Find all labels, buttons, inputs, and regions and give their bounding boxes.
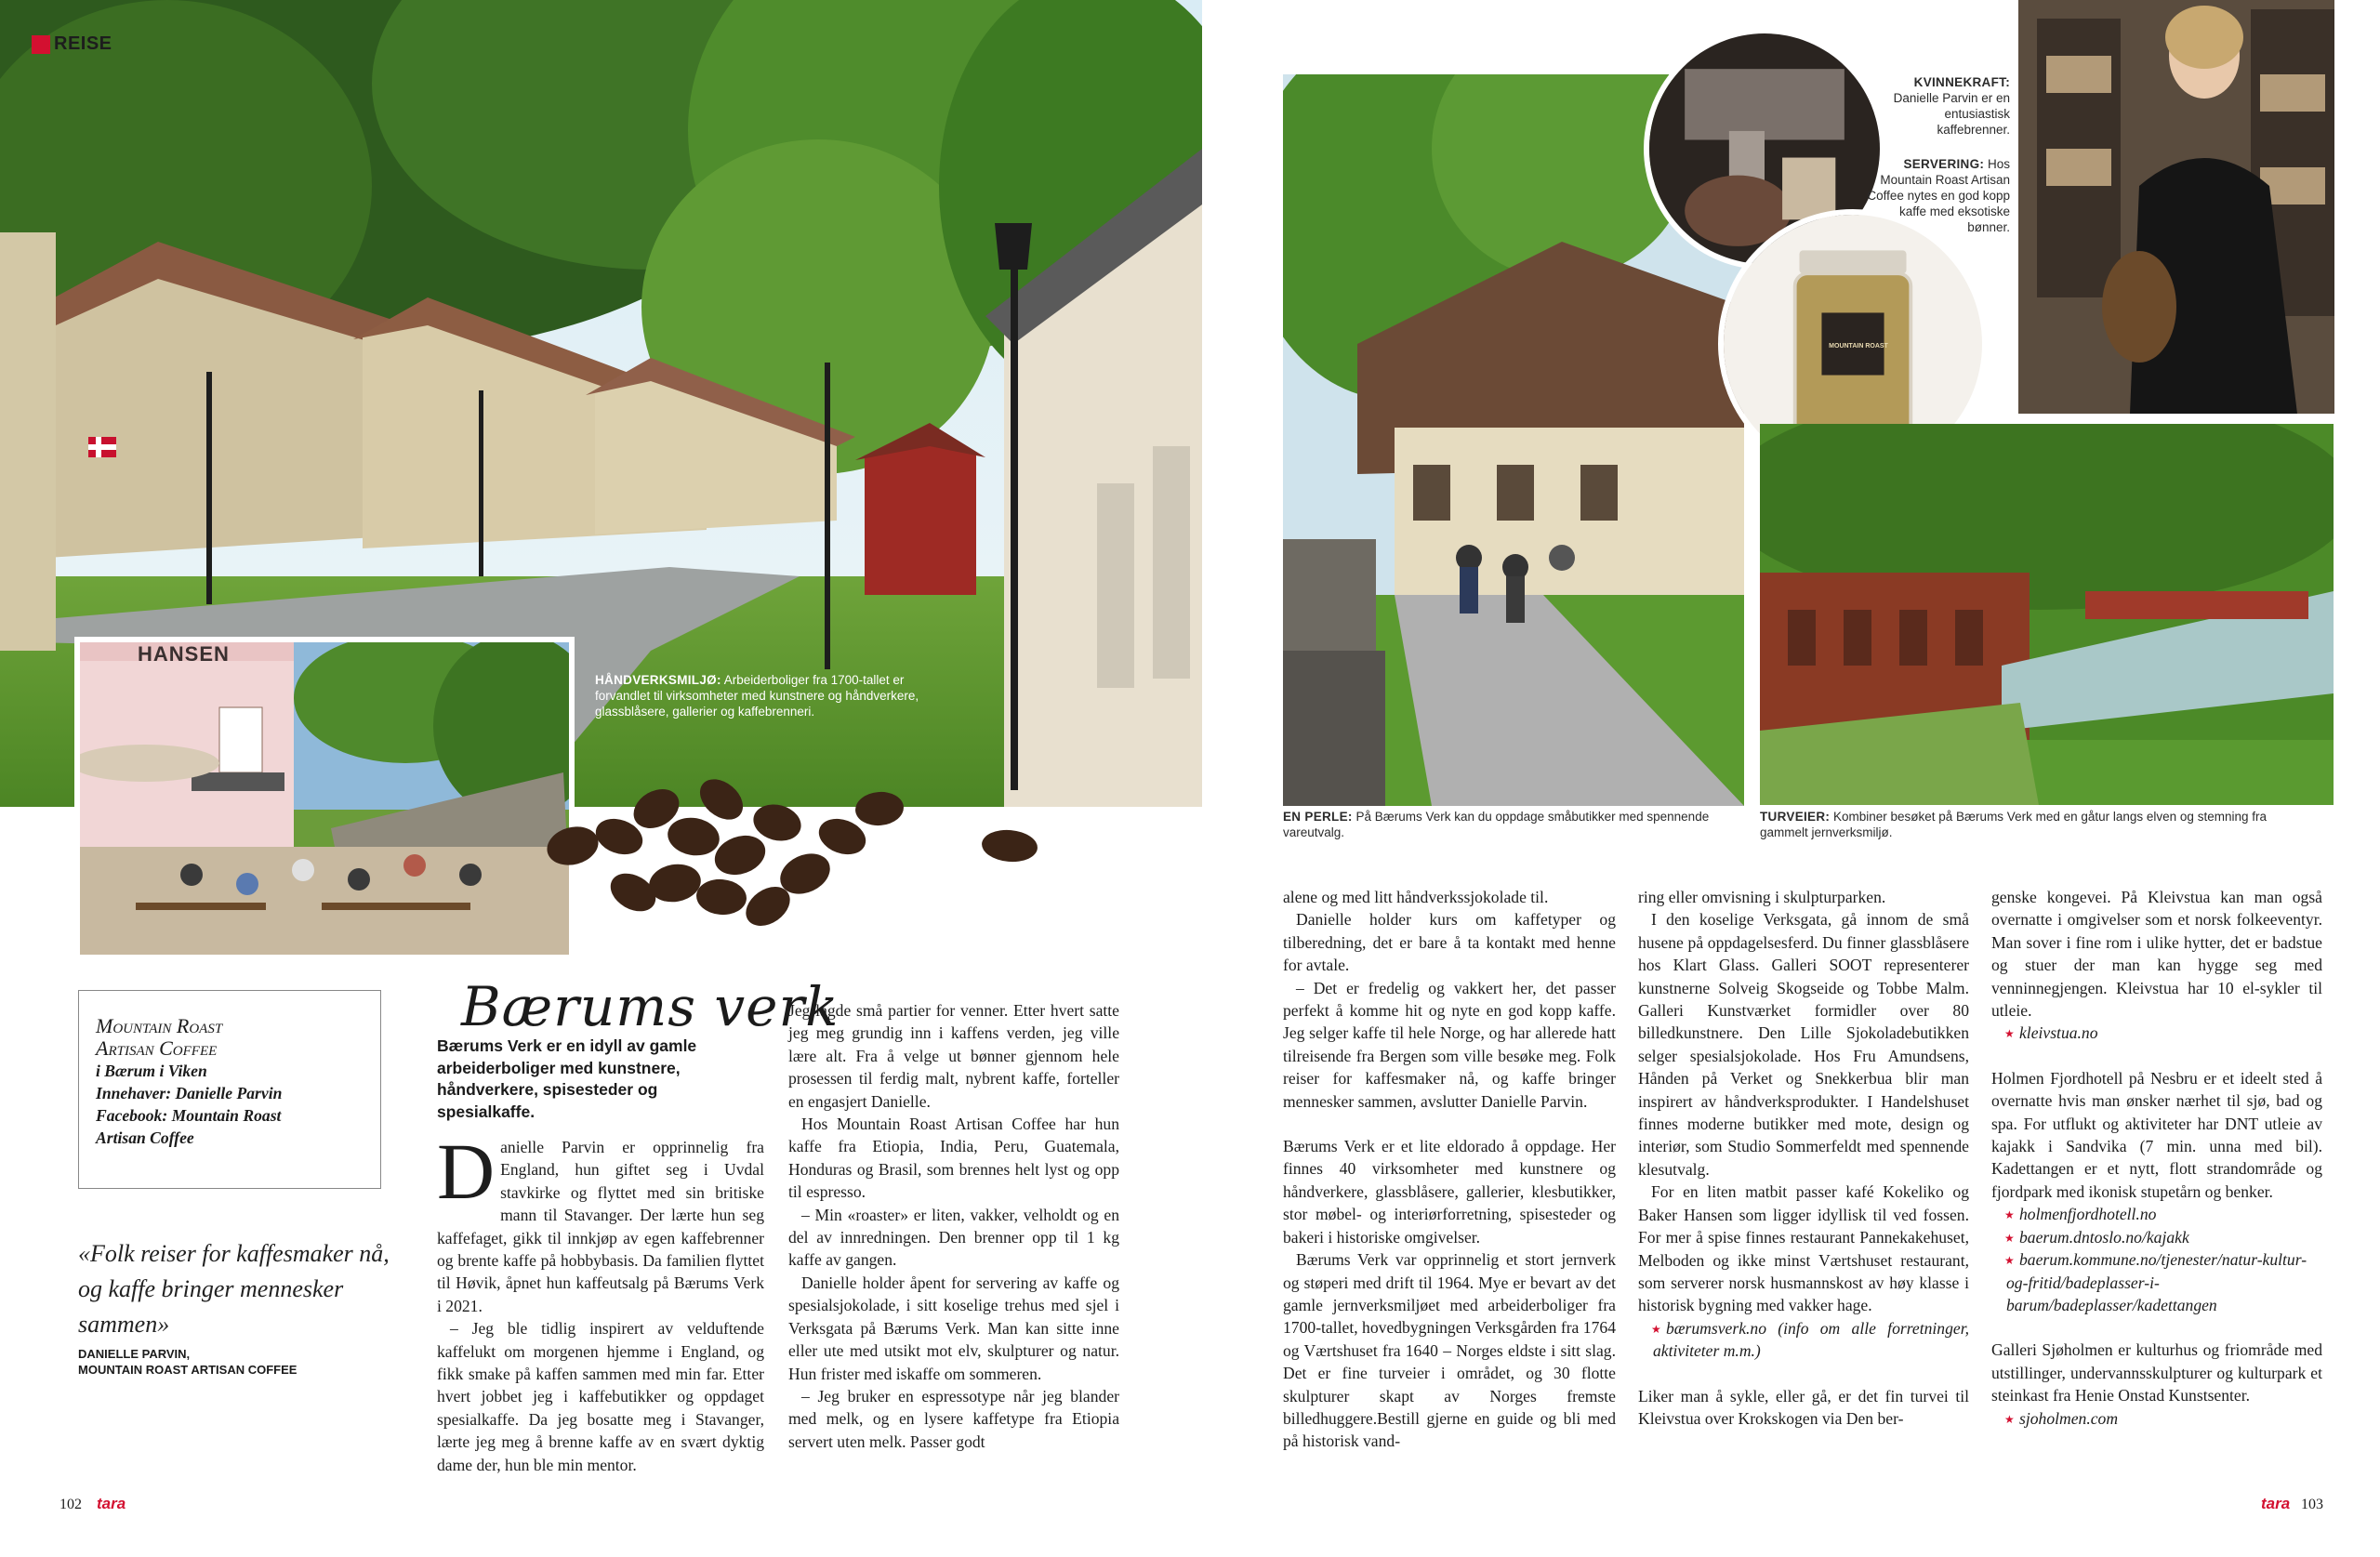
paragraph: Danielle holder åpent for servering av kaffe og spesialsjokolade, i sitt koselige trehus med sjel i Verksgata på Bærums Verk. Man kan sitte inne eller ute med utsikt mot elv, skulpturer og natur. Hun frister med iskaffe om sommeren. <box>788 1273 1119 1383</box>
sign-hansen: HANSEN <box>138 642 230 666</box>
paragraph: genske kongevei. På Kleivstua kan man også overnatte i omgivelser som et norsk folkeeventyr. Man sover i fine rom i ulike hytter, det er badstue og stuer der man kan hygge seg med venninnegjengen. Kleivstua har 10 el-sykler til utleie. <box>1991 888 2322 1021</box>
paragraph: Holmen Fjordhotell på Nesbru er et ideelt sted å overnatte hvis man ønsker nærhet til sjø, bad og spa. For utflukt og aktiviteter har DNT utleie av kajakk i Sandvika (7 min. unna med bil). Kadettangen er et nytt, flott strandområde og fjordpark med ikonisk stupetårn og benker. <box>1991 1068 2322 1201</box>
page-number-right: 103 <box>2301 1497 2323 1512</box>
paragraph: I den koselige Verksgata, gå innom de små husene på oppdagelsesferd. Du finner glassblåsere hos Klart Glass. Galleri SOOT representerer kunstnerne Solveig Skogseide og Tobbe Malm. Galleri Kunstværket formidler over 80 billedkunstnere. Den Lille Sjokoladebutikken selger spesialsjokolade. Hos Fru Amundsens, Hånden på Verket og Snekkerbua blir man inspirert av håndverksprodukter. I Handelshuset finnes moderne butikker med mote, design og interiør, som Studio Sommerfeldt med spennende klesutvalg. <box>1638 910 1969 1179</box>
info-box-title: Mountain Roast Artisan Coffee <box>96 1014 223 1060</box>
section-marker <box>32 35 50 54</box>
article-lead: Bærums Verk er en idyll av gamle arbeiderboliger med kunstnere, håndverkere, spisesteder og spesialkaffe. <box>437 1036 697 1121</box>
photo-cafe-hansen <box>74 637 575 960</box>
magazine-logo-left: tara <box>97 1495 126 1512</box>
paragraph: – Min «roaster» er liten, vakker, velholdt og en del av innredningen. Den brenner opp til 1 kg kaffe av gangen. <box>788 1205 1119 1270</box>
paragraph: ring eller omvisning i skulpturparken. <box>1638 888 1886 906</box>
column-2 <box>788 999 1119 1453</box>
paragraph: Jeg lagde små partier for venner. Etter hvert satte jeg meg grundig inn i kaffens verden, jeg ville lære alt. Fra å velge ut bønner gjennom hele prosessen til ferdig malt, nybrent kaffe, forteller en engasjert Danielle. <box>788 1001 1119 1111</box>
paragraph: – Det er fredelig og vakkert her, det passer perfekt å komme hit og nyte en god kopp kaffe. Jeg selger kaffe til hele Norge, og har allerede hatt tilreisende fra Bergen som ville besøke meg. Folk reiser for kaffesmaker nå, og kaffe bringer mennesker sammen, avslutter Danielle Parvin. <box>1283 978 1616 1111</box>
caption-handverksmiljo: HÅNDVERKSMILJØ: Arbeiderboliger fra 1700-tallet er forvandlet til virksomheter med kunstnere og håndverkere, glassblåsere, gallerier og kaffebrenneri. <box>595 673 919 719</box>
paragraph: Liker man å sykle, eller gå, er det fin turvei til Kleivstua over Krokskogen via Den ber- <box>1638 1386 1969 1428</box>
paragraph: Bærums Verk er et lite eldorado å oppdage. Her finnes 40 virksomheter med kunstnere og håndverkere, glassblåsere, gallerier, klesbutikker, stor møbel- og interiørforretning, spisesteder og bakeri i historiske omgivelser. <box>1283 1137 1616 1247</box>
link-kleivstua[interactable]: ★ kleivstua.no <box>1991 1022 2322 1044</box>
column-3 <box>1283 886 1616 1453</box>
paragraph: Bærums Verk var opprinnelig et stort jernverk og støperi med drift til 1964. Mye er bevart av det gamle jernverksmiljøet med arbeiderboliger fra 1700-tallet, hovedbygningen Verksgården fra 1764 og Værtshuset fra 1640 – Norges eldste i sitt slag. Det er fine turveier i området, og 30 flotte skulpturer skapt av Norges fremste billedhuggere.Bestill gjerne en guide og bli med på historisk vand- <box>1283 1250 1616 1451</box>
paragraph: – Jeg bruker en espressotype når jeg blander med melk, og en lysere kaffetype fra Etiopia servert uten melk. Passer godt <box>788 1386 1119 1451</box>
magazine-logo-right: tara <box>2261 1495 2291 1512</box>
link-holmenfjordhotell[interactable]: ★ holmenfjordhotell.no <box>1991 1203 2322 1225</box>
column-4 <box>1638 886 1969 1430</box>
caption-servering: SERVERING: Hos Mountain Roast Artisan Coffee nytes en god kopp kaffe med eksotiske bønner. <box>1867 157 2010 234</box>
paragraph: For en liten matbit passer kafé Kokeliko og Baker Hansen som ligger idyllisk til ved fossen. For mer å spise finnes restaurant Pannekakehuset, Melboden og ikke minst Værtshuset restaurant, som serverer norsk husmannskost av høy klasse i historisk bygning med vakker hage. <box>1638 1182 1969 1315</box>
link-kadettangen[interactable]: ★ baerum.kommune.no/tjenester/natur-kultur-og-fritid/badeplasser-i-barum/badeplasser/kadettangen <box>1991 1248 2322 1316</box>
section-tag: REISE <box>32 33 112 55</box>
pull-quote: «Folk reiser for kaffesmaker nå, og kaffe bringer mennesker sammen» DANIELLE PARVIN, MOUNTAIN ROAST ARTISAN COFFEE <box>78 1236 394 1378</box>
paragraph: Hos Mountain Roast Artisan Coffee har hun kaffe fra Etiopia, India, Peru, Guatemala, Honduras og Brasil, som brennes helt lyst og opp til espresso. <box>788 1115 1119 1202</box>
page-number-left: 102 <box>60 1497 82 1512</box>
jar-label: MOUNTAIN ROAST <box>1829 343 1888 350</box>
article-title: Bærums verk <box>461 975 840 1038</box>
link-baerumsverk[interactable]: ★ bærumsverk.no (info om alle forretninger, aktiviteter m.m.) <box>1638 1317 1969 1363</box>
column-5 <box>1991 886 2322 1430</box>
paragraph: – Jeg ble tidlig inspirert av velduftende kaffelukt om morgenen hjemme i England, og fikk smake på kaffen sammen med min far. Etter hvert jobbet jeg i kaffebutikker og oppdaget spesialkaffe. Da jeg bosatte meg i Stavanger, lærte jeg meg å brenne kaffe av en svært dyktig dame der, hun ble min mentor. <box>437 1319 764 1474</box>
caption-en-perle: EN PERLE: På Bærums Verk kan du oppdage småbutikker med spennende vareutvalg. <box>1283 810 1710 839</box>
coffee-beans-image <box>545 772 1038 930</box>
link-dnt-kajakk[interactable]: ★ baerum.dntoslo.no/kajakk <box>1991 1226 2322 1248</box>
photo-danielle-portrait <box>2018 0 2334 414</box>
paragraph: Danielle Parvin er opprinnelig fra England, hun giftet seg i Uvdal stavkirke og flyttet med sin britiske mann til Stavanger. Der lærte hun seg kaffefaget, gikk til innkjøp av egen kaffebrenner og brente kaffe på hobbybasis. Da familien flyttet til Høvik, åpnet hun kaffeutsalg på Bærums Verk i 2021. <box>437 1127 764 1315</box>
paragraph: Galleri Sjøholmen er kulturhus og friområde med utstillinger, undervannsskulpturer og kulturpark et steinkast fra Henie Onstad Kunstsenter. <box>1991 1340 2322 1405</box>
quote-attribution: DANIELLE PARVIN, MOUNTAIN ROAST ARTISAN COFFEE <box>78 1347 298 1377</box>
paragraph: Danielle holder kurs om kaffetyper og tilberedning, det er bare å ta kontakt med henne for avtale. <box>1283 910 1616 975</box>
caption-kvinnekraft: KVINNEKRAFT: Danielle Parvin er en entusiastisk kaffebrenner. <box>1893 75 2010 137</box>
column-1 <box>437 1127 764 1476</box>
info-box: Mountain Roast Artisan Coffee i Bærum i Viken Innehaver: Danielle Parvin Facebook: Mountain Roast Artisan Coffee <box>78 990 381 1189</box>
photo-river-path <box>1760 424 2334 805</box>
caption-turveier: TURVEIER: Kombiner besøket på Bærums Verk med en gåtur langs elven og stemning fra gammelt jernverksmiljø. <box>1760 810 2267 839</box>
paragraph: alene og med litt håndverkssjokolade til. <box>1283 888 1549 906</box>
link-sjoholmen[interactable]: ★ sjoholmen.com <box>1991 1407 2322 1430</box>
